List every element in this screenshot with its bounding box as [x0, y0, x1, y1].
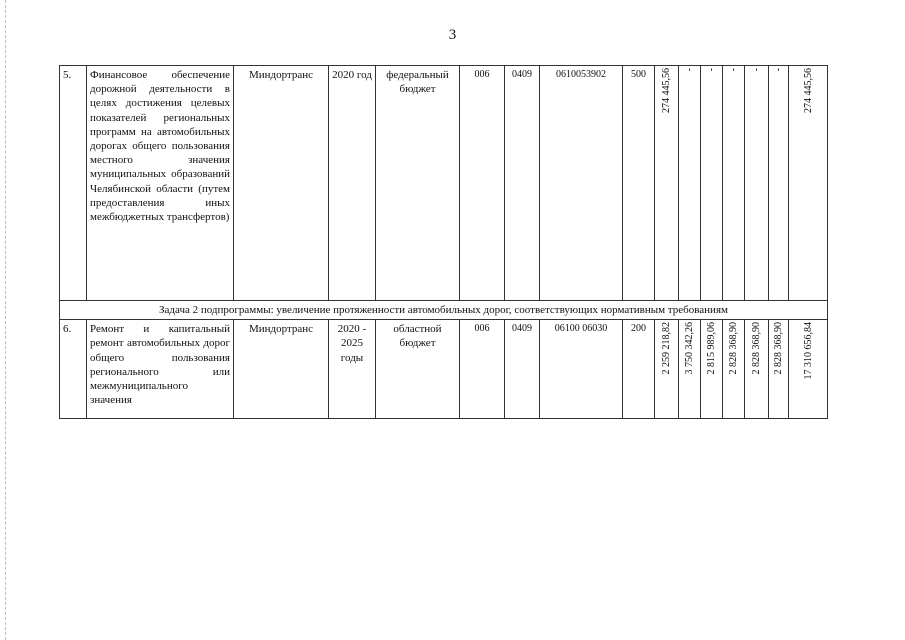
period: 2020 - 2025 годы [329, 320, 376, 419]
measure-name: Финансовое обеспечение дорожной деятельности в целях достижения целевых показателей региональных программ на автомобильных дорогах общего пользования местного значения муниципальных образований Челябинской области (путем предоставления иных межбюджетных трансфертов) [87, 66, 234, 301]
year-2022-amount: 2 815 989,06 [701, 320, 723, 419]
year-2025-amount: - [769, 66, 789, 301]
period: 2020 год [329, 66, 376, 301]
grbs-code: 006 [460, 320, 505, 419]
table-row [60, 320, 828, 419]
grbs-code: 006 [460, 66, 505, 301]
year-2021-amount: - [679, 66, 701, 301]
executor: Миндортранс [234, 320, 329, 419]
margin-rule [5, 0, 6, 640]
vr-code: 200 [623, 320, 655, 419]
program-table [59, 65, 828, 419]
year-2023-amount: 2 828 368,90 [723, 320, 745, 419]
rzpr-code: 0409 [505, 320, 540, 419]
total-amount: 274 445,56 [789, 66, 828, 301]
funding-source: федеральный бюджет [376, 66, 460, 301]
table-row [60, 66, 828, 301]
row-number: 5. [60, 66, 87, 301]
year-2024-amount: 2 828 368,90 [745, 320, 769, 419]
funding-source: областной бюджет [376, 320, 460, 419]
rzpr-code: 0409 [505, 66, 540, 301]
year-2021-amount: 3 750 342,26 [679, 320, 701, 419]
year-2022-amount: - [701, 66, 723, 301]
task-heading: Задача 2 подпрограммы: увеличение протяженности автомобильных дорог, соответствующих нормативным требованиям [60, 301, 828, 320]
row-number: 6. [60, 320, 87, 419]
year-2024-amount: - [745, 66, 769, 301]
year-2020-amount: 2 259 218,82 [655, 320, 679, 419]
measure-name: Ремонт и капитальный ремонт автомобильных дорог общего пользования регионального или межмуниципального значения [87, 320, 234, 419]
vr-code: 500 [623, 66, 655, 301]
task-row [60, 301, 828, 320]
total-amount: 17 310 656,84 [789, 320, 828, 419]
page-number: 3 [448, 27, 457, 43]
executor: Миндортранс [234, 66, 329, 301]
csr-code: 0610053902 [540, 66, 623, 301]
year-2025-amount: 2 828 368,90 [769, 320, 789, 419]
year-2020-amount: 274 445,56 [655, 66, 679, 301]
year-2023-amount: - [723, 66, 745, 301]
csr-code: 06100 06030 [540, 320, 623, 419]
